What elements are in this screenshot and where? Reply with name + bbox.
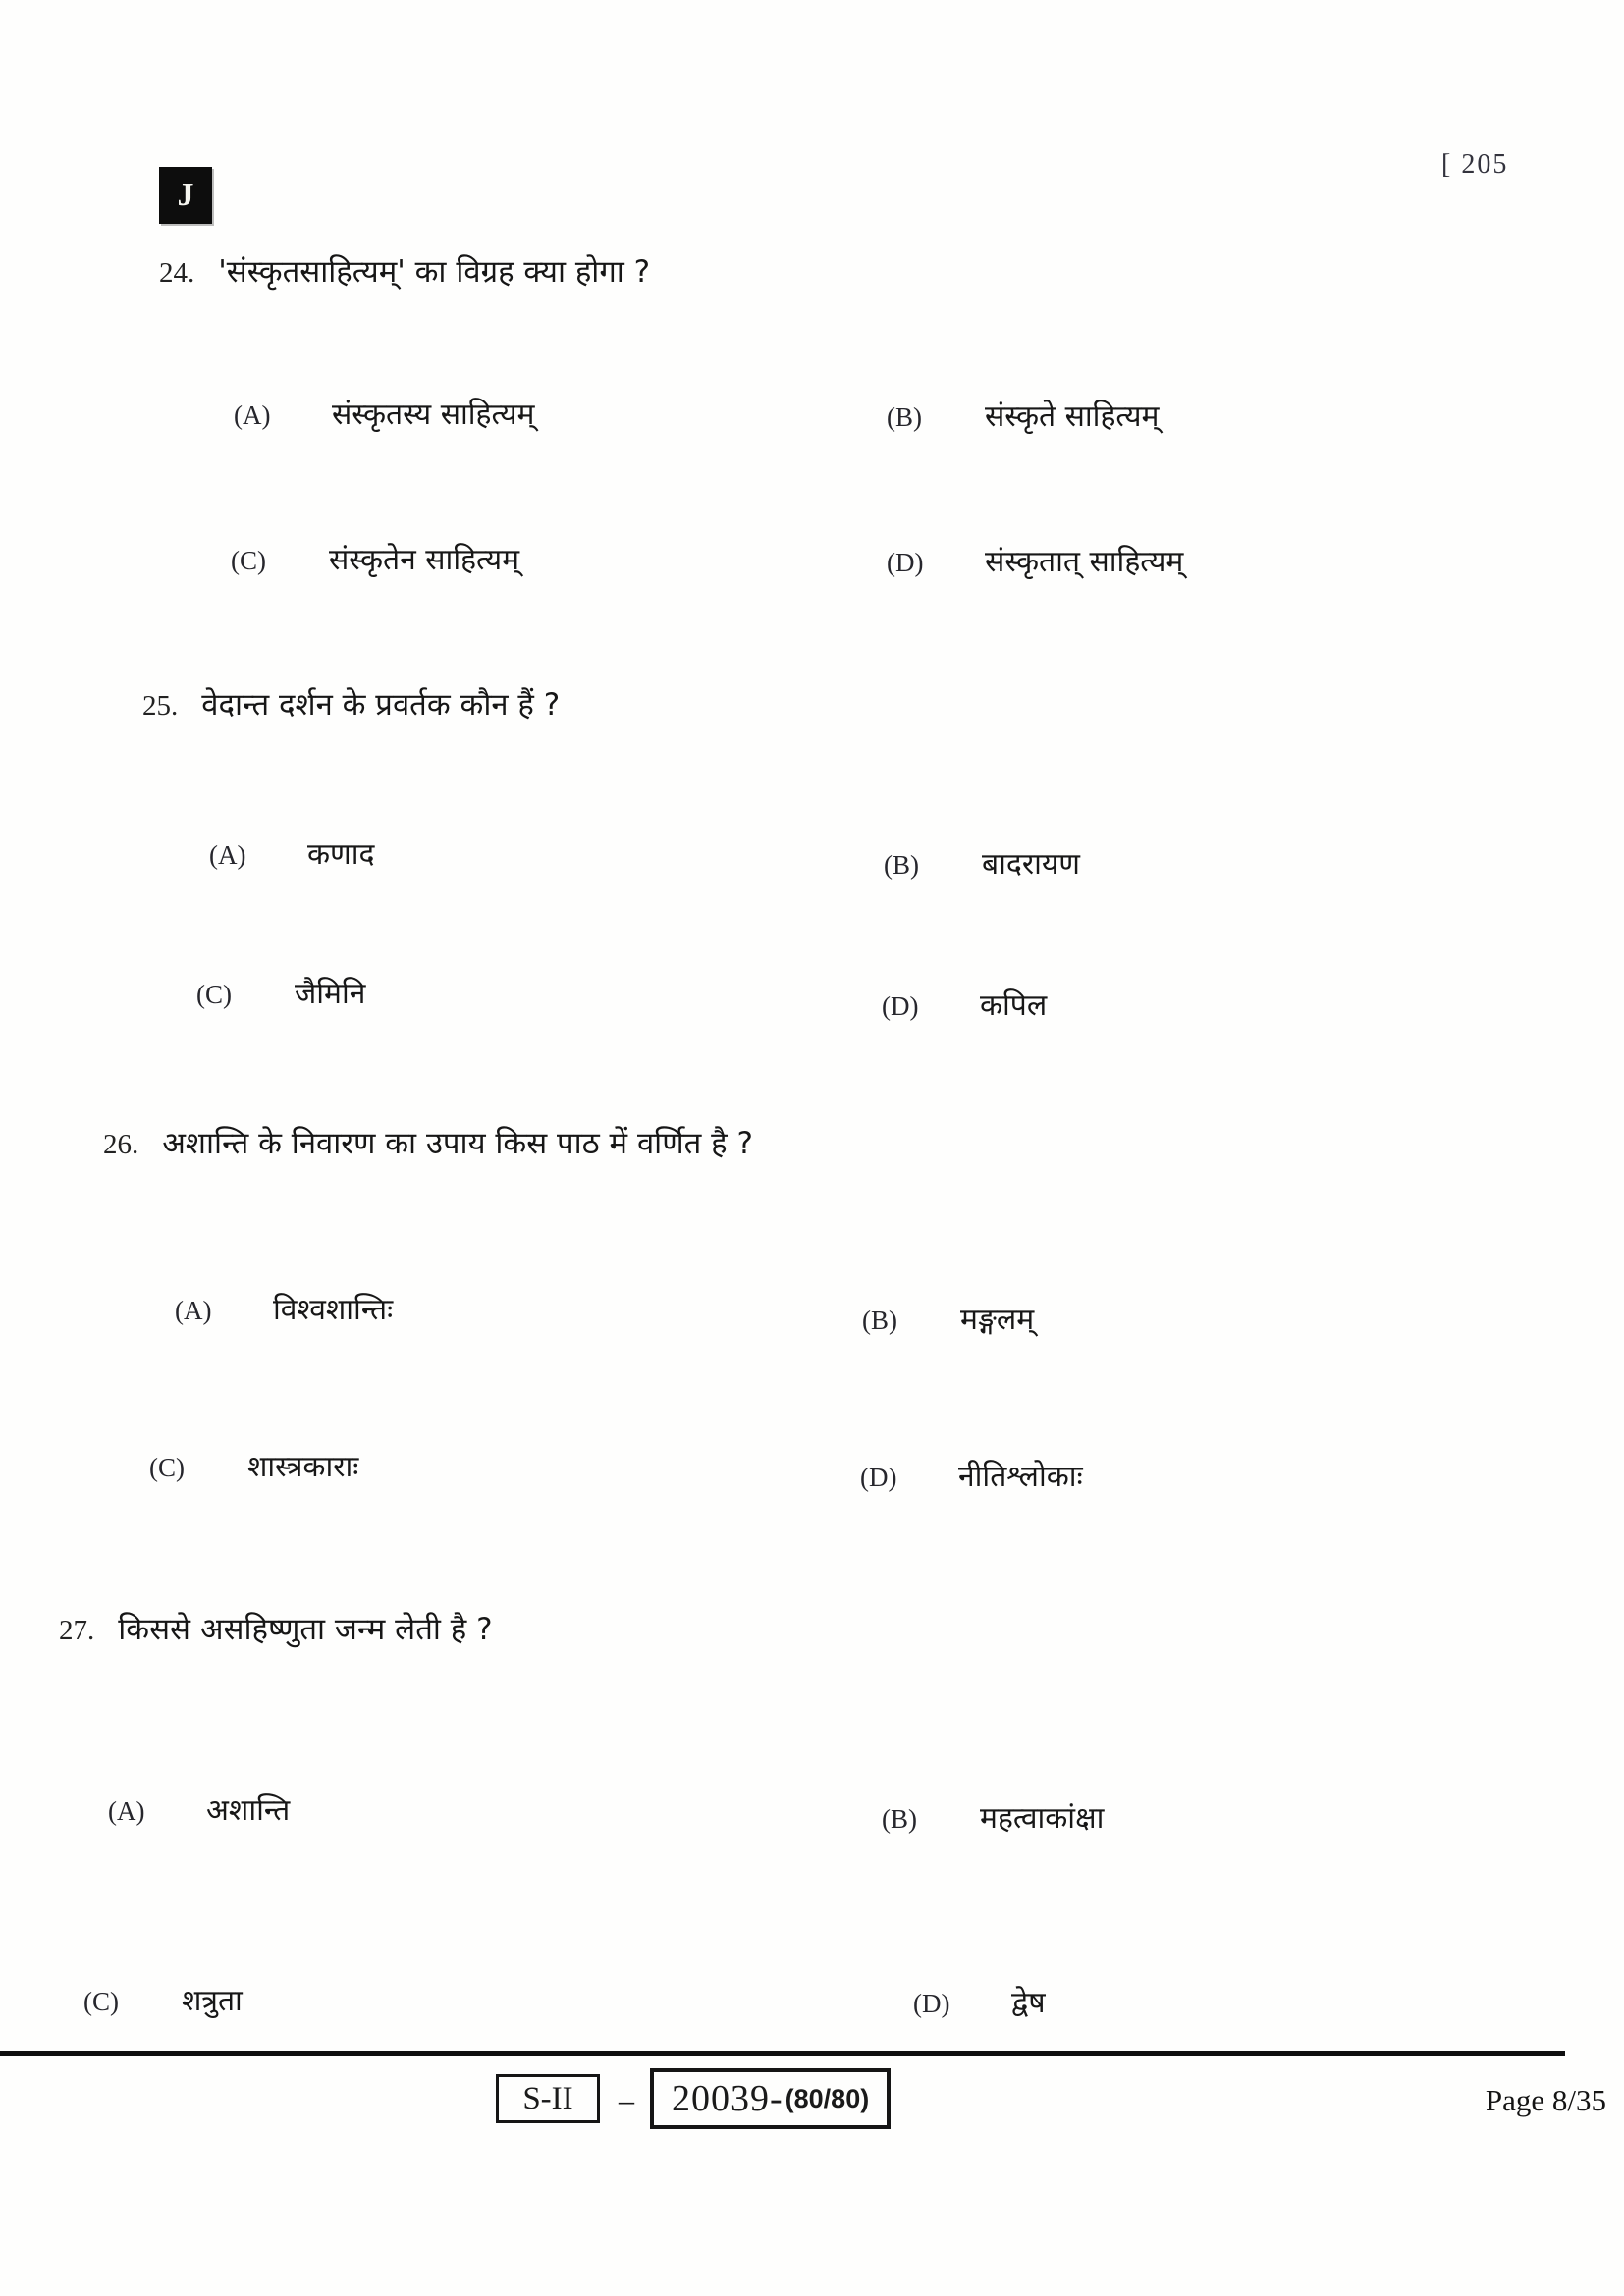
question-24 [159,250,650,292]
option-text: बादरायण [982,847,1080,881]
option-text: संस्कृतेन साहित्यम् [329,543,520,577]
question-25 [142,683,560,724]
option-text: द्वेष [1011,1986,1046,2020]
question-24-option-b [887,395,1159,435]
question-24-number: 24. [159,257,195,289]
option-label: (D) [887,548,924,577]
question-24-option-d [887,540,1183,580]
option-label: (A) [175,1296,212,1325]
option-label: (C) [149,1453,185,1482]
question-25-number: 25. [142,690,179,721]
option-text: कणाद [307,837,375,872]
option-text: शास्त्रकाराः [247,1450,359,1484]
option-label: (B) [884,850,919,880]
option-text: संस्कृते साहित्यम् [985,400,1160,434]
question-26-option-b [862,1298,1034,1338]
option-label: (C) [83,1987,119,2016]
question-27-number: 27. [59,1615,95,1646]
series-code-label: S-II [522,2080,573,2116]
question-27-option-a [108,1789,290,1829]
option-label: (A) [209,840,246,870]
option-label: (B) [882,1804,917,1834]
question-26 [103,1122,753,1163]
option-label: (B) [887,402,922,432]
question-26-number: 26. [103,1129,139,1160]
booklet-code-label: J [177,177,194,213]
question-27-option-c [83,1979,243,2019]
question-27-option-d [913,1981,1046,2021]
question-27 [59,1608,493,1649]
question-25-option-a [209,832,374,873]
question-24-option-a [234,393,535,433]
question-25-option-b [884,842,1080,882]
option-text: शत्रुता [182,1984,243,2018]
question-25-option-c [196,972,365,1012]
option-label: (A) [234,400,271,430]
paper-code: 20039- [672,2078,784,2119]
option-label: (D) [882,991,919,1021]
question-26-option-d [860,1455,1083,1495]
option-text: संस्कृतस्य साहित्यम् [332,398,535,432]
option-label: (D) [913,1989,950,2018]
option-label: (C) [231,546,266,575]
option-text: कपिल [980,988,1048,1023]
option-label: (A) [108,1796,145,1826]
question-25-text: वेदान्त दर्शन के प्रवर्तक कौन हैं ? [201,687,561,722]
option-text: मङ्गलम् [960,1303,1035,1337]
option-text: अशान्ति [206,1793,291,1828]
page-number: Page 8/35 [1485,2083,1606,2117]
question-26-option-a [175,1288,393,1328]
option-text: संस्कृतात् साहित्यम् [985,545,1184,579]
option-text: विश्वशान्तिः [273,1293,394,1327]
page-corner-number: [ 205 [1441,149,1509,180]
booklet-code-badge [159,167,212,224]
footer-divider [0,2051,1565,2056]
option-label: (C) [196,980,232,1009]
question-26-text: अशान्ति के निवारण का उपाय किस पाठ में वर्णित है ? [162,1126,753,1161]
question-24-text: 'संस्कृतसाहित्यम्' का विग्रह क्या होगा ? [218,254,651,290]
option-text: जैमिनि [295,977,366,1011]
option-text: नीतिश्लोकाः [958,1460,1083,1494]
option-label: (B) [862,1306,897,1335]
question-26-option-c [149,1445,358,1485]
question-27-option-b [882,1796,1104,1837]
question-27-text: किससे असहिष्णुता जन्म लेती है ? [118,1612,493,1647]
option-label: (D) [860,1463,897,1492]
question-24-option-c [231,538,519,578]
question-25-option-d [882,984,1047,1024]
series-code-box [496,2074,600,2123]
paper-code-box [650,2068,891,2129]
paper-code-suffix: (80/80) [785,2083,870,2113]
option-text: महत्वाकांक्षा [980,1801,1105,1836]
footer-dash: – [619,2082,634,2117]
